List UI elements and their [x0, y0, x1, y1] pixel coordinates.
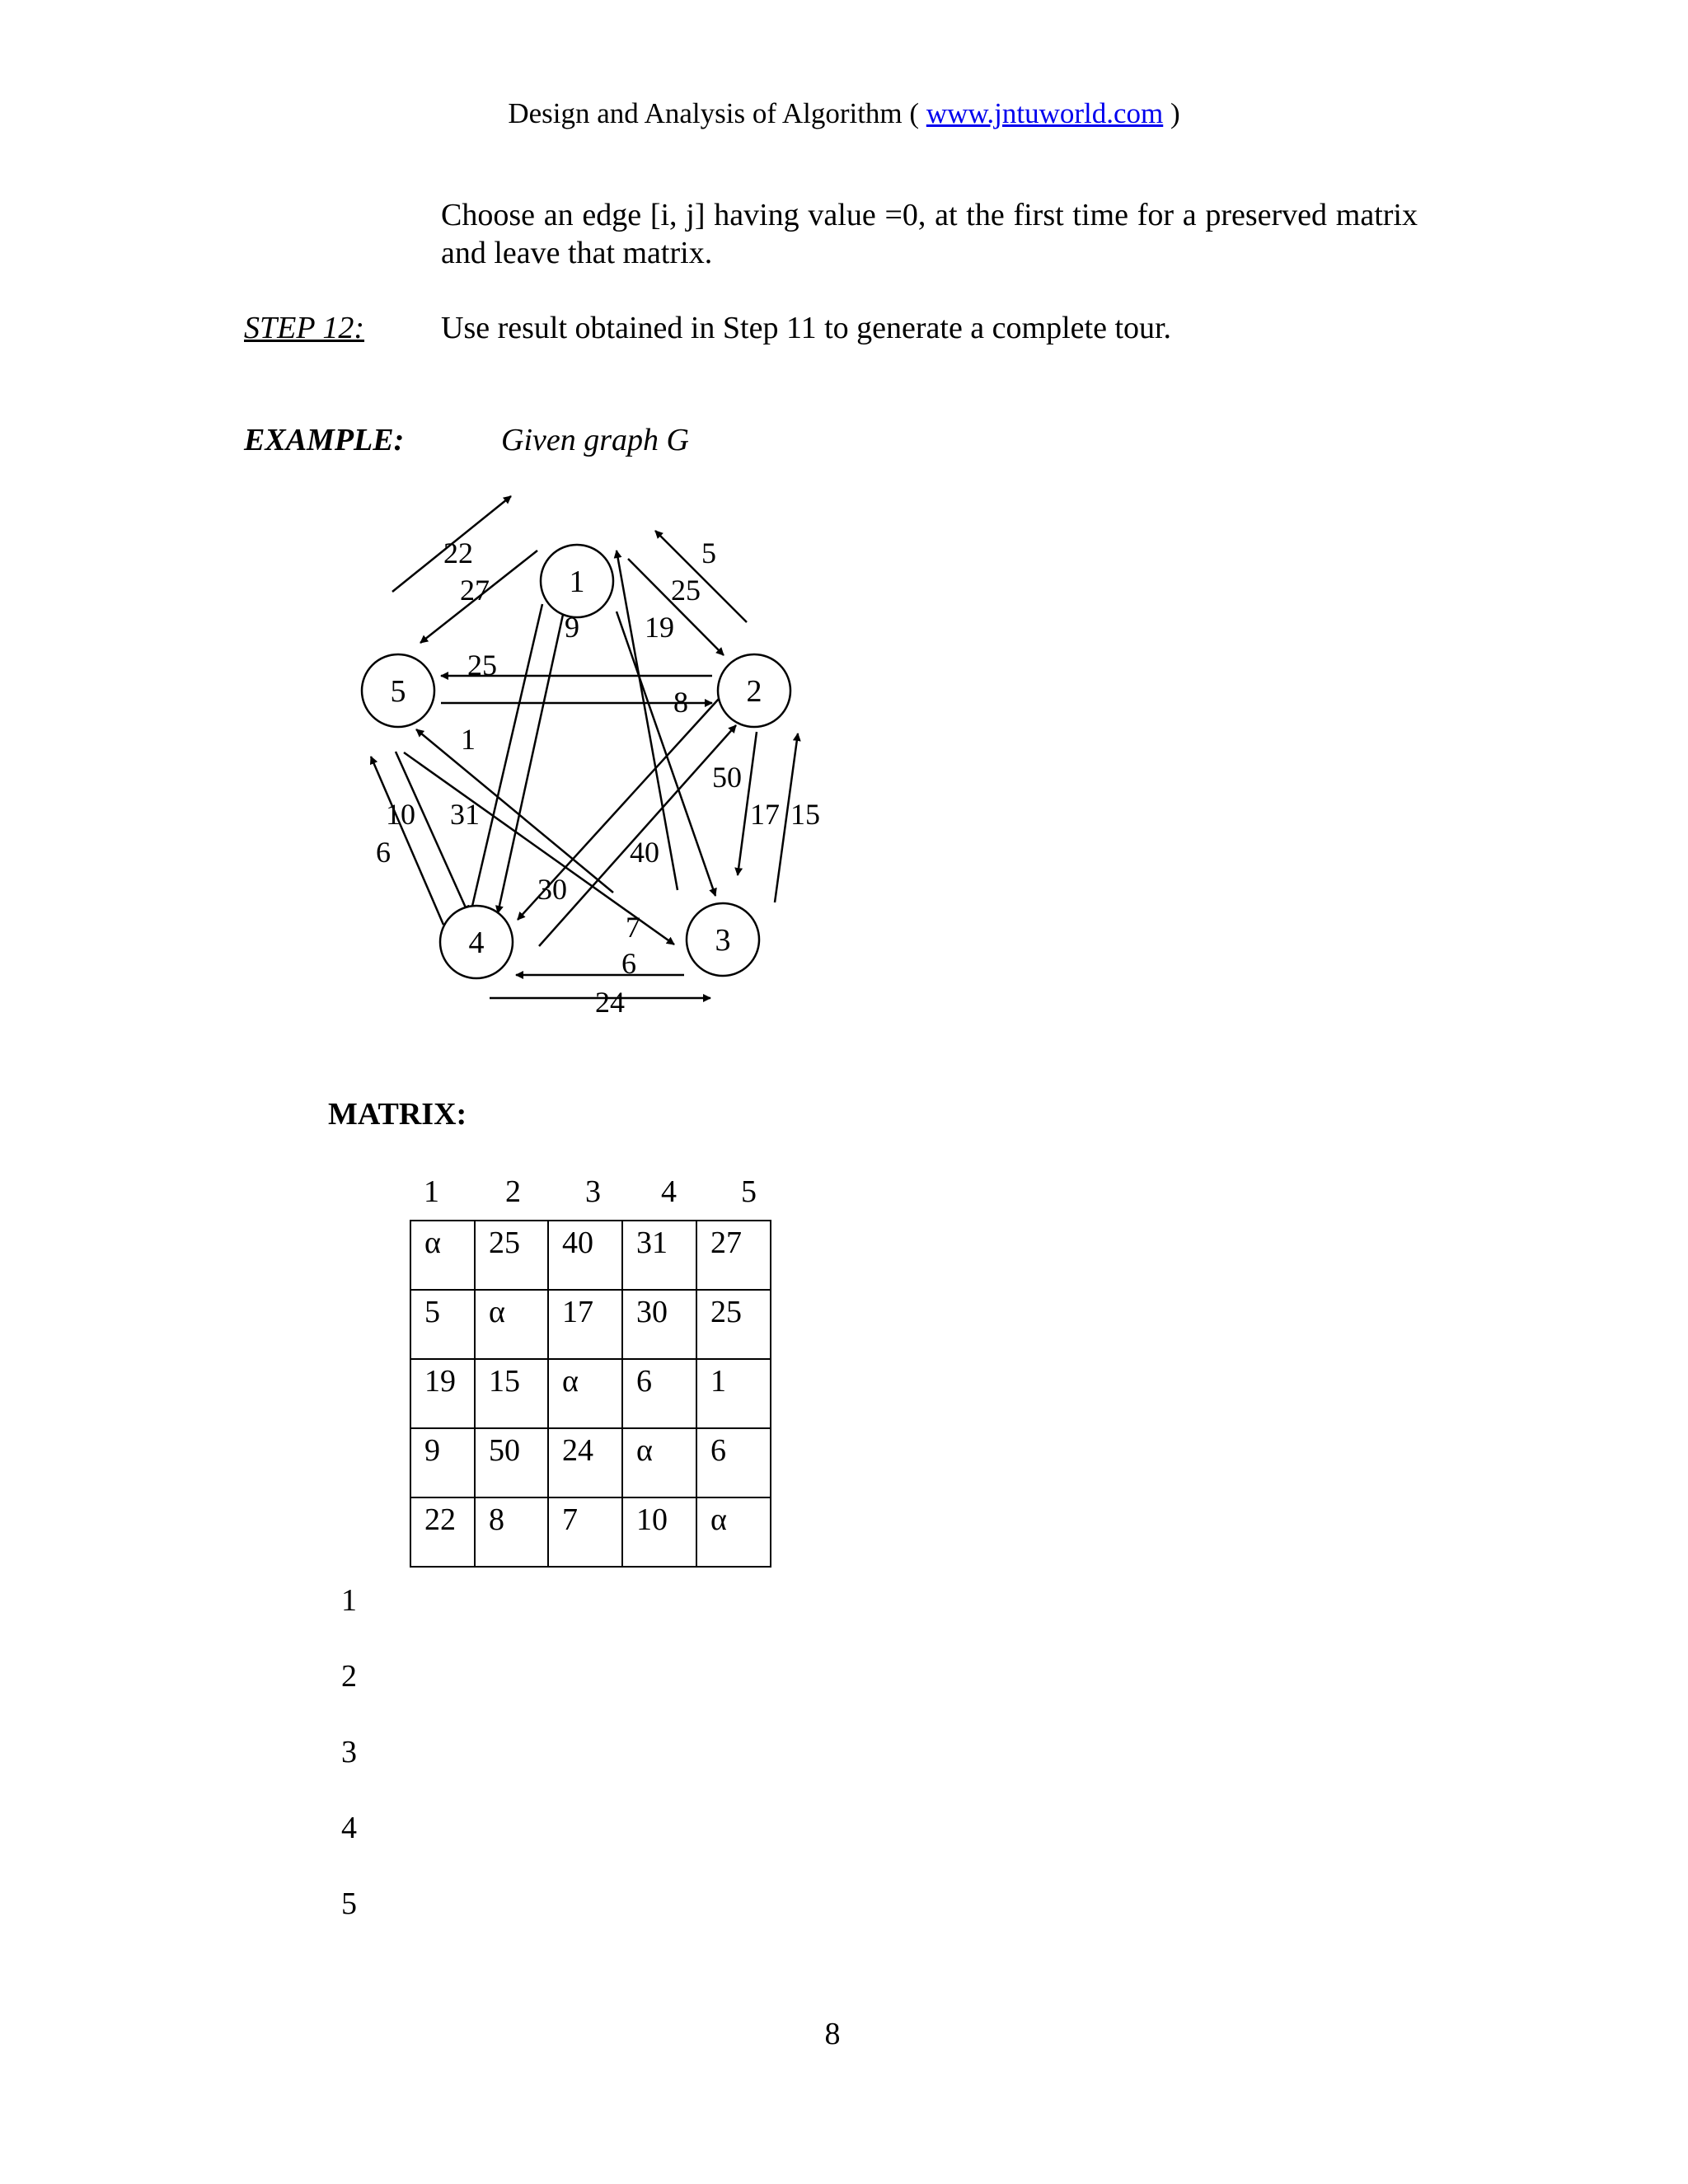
- table-row: [410, 1428, 771, 1497]
- matrix-cell: 7: [548, 1497, 622, 1567]
- matrix-cell: 31: [622, 1221, 696, 1290]
- matrix-row-label: 4: [341, 1811, 357, 1845]
- matrix-cell: 6: [622, 1359, 696, 1428]
- edge-label: 1: [461, 723, 476, 756]
- edge-label: 40: [630, 836, 659, 869]
- matrix-cell: 27: [696, 1221, 771, 1290]
- table-row: [410, 1290, 771, 1359]
- given-graph-label: Given graph G: [501, 423, 689, 457]
- matrix-cell: 15: [475, 1359, 548, 1428]
- edge-label: 30: [537, 873, 567, 906]
- matrix-cell: α: [622, 1428, 696, 1497]
- cost-matrix-table: [410, 1220, 771, 1568]
- matrix-cell: 10: [622, 1497, 696, 1567]
- edge-label: 50: [712, 761, 742, 794]
- edge-label: 8: [673, 686, 688, 719]
- matrix-cell: 25: [696, 1290, 771, 1359]
- edge-label: 17: [750, 798, 780, 831]
- edge-label: 25: [467, 649, 497, 682]
- graph-node-label: 2: [746, 674, 762, 709]
- matrix-cell: α: [548, 1359, 622, 1428]
- matrix-row-label: 3: [341, 1735, 357, 1769]
- matrix-cell: 24: [548, 1428, 622, 1497]
- matrix-cell: 50: [475, 1428, 548, 1497]
- edge-label: 7: [626, 911, 640, 944]
- edge-label: 22: [443, 537, 473, 569]
- matrix-col-header: 4: [661, 1174, 677, 1209]
- edge-label: 27: [460, 574, 490, 607]
- matrix-row-label: 2: [341, 1659, 357, 1694]
- header-link[interactable]: www.jntuworld.com: [926, 97, 1164, 129]
- matrix-cell: 8: [475, 1497, 548, 1567]
- matrix-cell: 40: [548, 1221, 622, 1290]
- edge-label: 31: [450, 798, 480, 831]
- matrix-cell: 6: [696, 1428, 771, 1497]
- edge-label: 19: [645, 611, 674, 644]
- edge-label: 25: [671, 574, 701, 607]
- matrix-cell: 22: [410, 1497, 475, 1567]
- graph-node-label: 5: [390, 674, 406, 709]
- matrix-cell: 30: [622, 1290, 696, 1359]
- matrix-cell: 19: [410, 1359, 475, 1428]
- edge-label: 5: [701, 537, 716, 569]
- step-paragraph: Choose an edge [i, j] having value =0, at the first time for a preserved matrix and leave that matrix.: [441, 198, 1418, 270]
- edge-label: 9: [565, 611, 579, 644]
- edge-label: 6: [621, 947, 636, 980]
- matrix-cell: 9: [410, 1428, 475, 1497]
- matrix-row-label: 1: [341, 1583, 357, 1618]
- matrix-cell: 5: [410, 1290, 475, 1359]
- matrix-row-label: 5: [341, 1886, 357, 1921]
- matrix-cell: 25: [475, 1221, 548, 1290]
- matrix-cell: α: [475, 1290, 548, 1359]
- graph-node-label: 1: [569, 565, 585, 599]
- matrix-col-header: 3: [585, 1174, 601, 1209]
- matrix-cell: α: [696, 1497, 771, 1567]
- matrix-col-header: 5: [741, 1174, 757, 1209]
- graph-node-label: 3: [715, 923, 731, 958]
- edge-arrow: [396, 752, 468, 913]
- edge-label: 6: [376, 836, 391, 869]
- matrix-cell: 1: [696, 1359, 771, 1428]
- edge-label: 10: [386, 798, 415, 831]
- table-row: [410, 1359, 771, 1428]
- table-row: [410, 1221, 771, 1290]
- table-row: [410, 1497, 771, 1567]
- edge-label: 24: [595, 986, 625, 1019]
- graph-node-label: 4: [468, 926, 485, 960]
- matrix-cell: α: [410, 1221, 475, 1290]
- header-suffix: ): [1163, 97, 1180, 129]
- page-number: 8: [824, 2017, 841, 2051]
- step-text: Use result obtained in Step 11 to generate a complete tour.: [441, 311, 1172, 345]
- edge-arrow: [416, 729, 613, 893]
- matrix-cell: 17: [548, 1290, 622, 1359]
- header-prefix: Design and Analysis of Algorithm (: [508, 97, 926, 129]
- step-label: STEP 12:: [244, 311, 365, 345]
- matrix-label: MATRIX:: [328, 1097, 467, 1132]
- edge-label: 15: [790, 798, 820, 831]
- matrix-col-header: 1: [424, 1174, 439, 1209]
- matrix-col-header: 2: [505, 1174, 521, 1209]
- example-label: EXAMPLE:: [244, 423, 405, 457]
- graph-diagram: [0, 0, 1688, 1071]
